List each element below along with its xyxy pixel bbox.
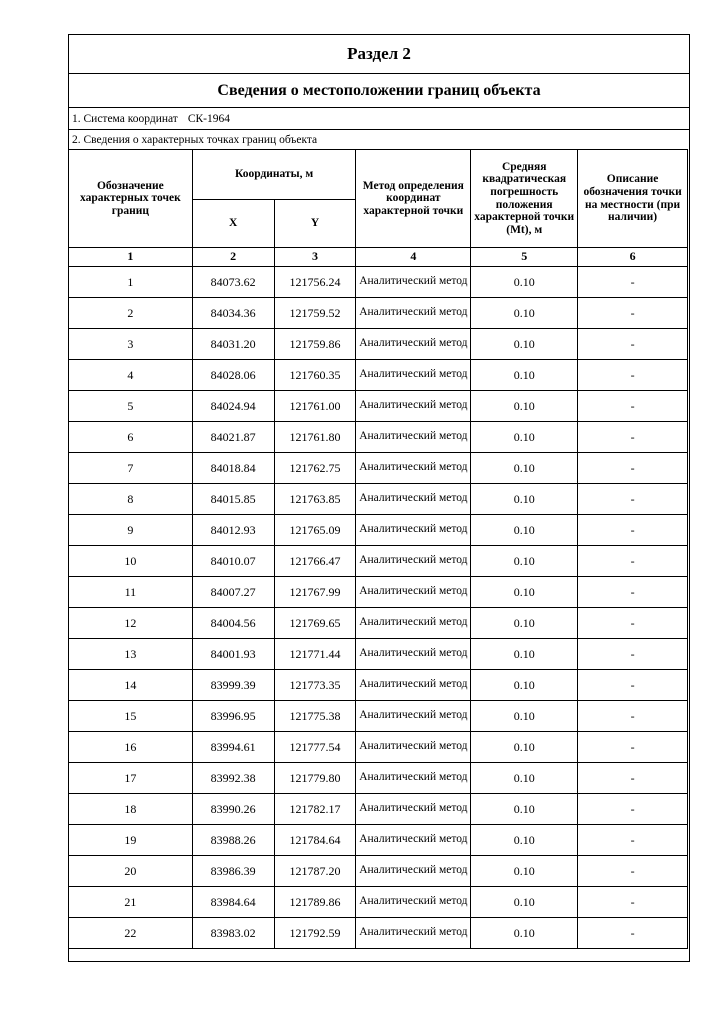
method-cell: Аналитический метод bbox=[356, 856, 471, 887]
method-cell: Аналитический метод bbox=[356, 267, 471, 298]
table-row bbox=[69, 763, 688, 794]
y-coordinate-cell: 121769.65 bbox=[274, 608, 356, 639]
table-row bbox=[69, 887, 688, 918]
table-row bbox=[69, 732, 688, 763]
x-coordinate-cell: 83988.26 bbox=[192, 825, 274, 856]
accuracy-cell: 0.10 bbox=[471, 794, 578, 825]
x-coordinate-cell: 84001.93 bbox=[192, 639, 274, 670]
header-designation: Обозначение характерных точек границ bbox=[69, 150, 193, 248]
description-cell: - bbox=[578, 639, 688, 670]
coordinate-system-label: 1. Система координат bbox=[72, 112, 178, 125]
y-coordinate-cell: 121756.24 bbox=[274, 267, 356, 298]
method-cell: Аналитический метод bbox=[356, 453, 471, 484]
description-cell: - bbox=[578, 298, 688, 329]
accuracy-cell: 0.10 bbox=[471, 453, 578, 484]
accuracy-cell: 0.10 bbox=[471, 639, 578, 670]
x-coordinate-cell: 83999.39 bbox=[192, 670, 274, 701]
y-coordinate-cell: 121777.54 bbox=[274, 732, 356, 763]
table-row bbox=[69, 825, 688, 856]
method-cell: Аналитический метод bbox=[356, 577, 471, 608]
point-number-cell: 22 bbox=[69, 918, 193, 949]
point-number-cell: 2 bbox=[69, 298, 193, 329]
description-cell: - bbox=[578, 794, 688, 825]
accuracy-cell: 0.10 bbox=[471, 298, 578, 329]
point-number-cell: 14 bbox=[69, 670, 193, 701]
method-cell: Аналитический метод bbox=[356, 763, 471, 794]
header-x: X bbox=[192, 200, 274, 248]
accuracy-cell: 0.10 bbox=[471, 484, 578, 515]
header-y: Y bbox=[274, 200, 356, 248]
point-number-cell: 16 bbox=[69, 732, 193, 763]
point-number-cell: 18 bbox=[69, 794, 193, 825]
point-number-cell: 9 bbox=[69, 515, 193, 546]
y-coordinate-cell: 121779.80 bbox=[274, 763, 356, 794]
point-number-cell: 8 bbox=[69, 484, 193, 515]
description-cell: - bbox=[578, 453, 688, 484]
method-cell: Аналитический метод bbox=[356, 701, 471, 732]
y-coordinate-cell: 121789.86 bbox=[274, 887, 356, 918]
table-row bbox=[69, 608, 688, 639]
x-coordinate-cell: 83996.95 bbox=[192, 701, 274, 732]
section-title: Раздел 2 bbox=[69, 35, 689, 74]
x-coordinate-cell: 84034.36 bbox=[192, 298, 274, 329]
table-row bbox=[69, 546, 688, 577]
description-cell: - bbox=[578, 422, 688, 453]
description-cell: - bbox=[578, 546, 688, 577]
column-number: 4 bbox=[356, 248, 471, 267]
y-coordinate-cell: 121782.17 bbox=[274, 794, 356, 825]
x-coordinate-cell: 84004.56 bbox=[192, 608, 274, 639]
x-coordinate-cell: 83983.02 bbox=[192, 918, 274, 949]
table-row bbox=[69, 453, 688, 484]
point-number-cell: 11 bbox=[69, 577, 193, 608]
accuracy-cell: 0.10 bbox=[471, 918, 578, 949]
table-row bbox=[69, 577, 688, 608]
x-coordinate-cell: 84028.06 bbox=[192, 360, 274, 391]
accuracy-cell: 0.10 bbox=[471, 391, 578, 422]
description-cell: - bbox=[578, 484, 688, 515]
x-coordinate-cell: 83994.61 bbox=[192, 732, 274, 763]
x-coordinate-cell: 83986.39 bbox=[192, 856, 274, 887]
x-coordinate-cell: 84010.07 bbox=[192, 546, 274, 577]
description-cell: - bbox=[578, 887, 688, 918]
header-coordinates: Координаты, м bbox=[192, 150, 356, 200]
x-coordinate-cell: 83990.26 bbox=[192, 794, 274, 825]
point-number-cell: 17 bbox=[69, 763, 193, 794]
y-coordinate-cell: 121762.75 bbox=[274, 453, 356, 484]
header-description: Описание обозначения точки на местности (при наличии) bbox=[578, 150, 688, 248]
method-cell: Аналитический метод bbox=[356, 298, 471, 329]
x-coordinate-cell: 84024.94 bbox=[192, 391, 274, 422]
point-number-cell: 19 bbox=[69, 825, 193, 856]
description-cell: - bbox=[578, 701, 688, 732]
description-cell: - bbox=[578, 763, 688, 794]
x-coordinate-cell: 84007.27 bbox=[192, 577, 274, 608]
point-number-cell: 15 bbox=[69, 701, 193, 732]
point-number-cell: 10 bbox=[69, 546, 193, 577]
accuracy-cell: 0.10 bbox=[471, 856, 578, 887]
method-cell: Аналитический метод bbox=[356, 670, 471, 701]
accuracy-cell: 0.10 bbox=[471, 701, 578, 732]
table-row bbox=[69, 639, 688, 670]
y-coordinate-cell: 121792.59 bbox=[274, 918, 356, 949]
method-cell: Аналитический метод bbox=[356, 887, 471, 918]
document-frame bbox=[68, 34, 690, 962]
point-number-cell: 13 bbox=[69, 639, 193, 670]
table-row bbox=[69, 267, 688, 298]
point-number-cell: 3 bbox=[69, 329, 193, 360]
x-coordinate-cell: 83984.64 bbox=[192, 887, 274, 918]
method-cell: Аналитический метод bbox=[356, 794, 471, 825]
coordinate-system-value: СК-1964 bbox=[187, 112, 231, 125]
column-number: 3 bbox=[274, 248, 356, 267]
point-number-cell: 6 bbox=[69, 422, 193, 453]
x-coordinate-cell: 84018.84 bbox=[192, 453, 274, 484]
points-caption: 2. Сведения о характерных точках границ объекта bbox=[72, 133, 318, 146]
header-accuracy: Средняя квадратическая погрешность положения характерной точки (Mt), м bbox=[471, 150, 578, 248]
x-coordinate-cell: 84021.87 bbox=[192, 422, 274, 453]
table-row bbox=[69, 422, 688, 453]
accuracy-cell: 0.10 bbox=[471, 887, 578, 918]
accuracy-cell: 0.10 bbox=[471, 763, 578, 794]
accuracy-cell: 0.10 bbox=[471, 732, 578, 763]
point-number-cell: 20 bbox=[69, 856, 193, 887]
point-number-cell: 4 bbox=[69, 360, 193, 391]
table-row bbox=[69, 391, 688, 422]
method-cell: Аналитический метод bbox=[356, 484, 471, 515]
method-cell: Аналитический метод bbox=[356, 329, 471, 360]
point-number-cell: 21 bbox=[69, 887, 193, 918]
section-subtitle: Сведения о местоположении границ объекта bbox=[69, 74, 689, 108]
method-cell: Аналитический метод bbox=[356, 515, 471, 546]
table-row bbox=[69, 329, 688, 360]
table-row bbox=[69, 484, 688, 515]
y-coordinate-cell: 121760.35 bbox=[274, 360, 356, 391]
point-number-cell: 1 bbox=[69, 267, 193, 298]
method-cell: Аналитический метод bbox=[356, 918, 471, 949]
coordinate-system-line bbox=[69, 108, 689, 130]
method-cell: Аналитический метод bbox=[356, 639, 471, 670]
method-cell: Аналитический метод bbox=[356, 391, 471, 422]
method-cell: Аналитический метод bbox=[356, 608, 471, 639]
description-cell: - bbox=[578, 391, 688, 422]
accuracy-cell: 0.10 bbox=[471, 670, 578, 701]
y-coordinate-cell: 121761.80 bbox=[274, 422, 356, 453]
description-cell: - bbox=[578, 856, 688, 887]
description-cell: - bbox=[578, 515, 688, 546]
accuracy-cell: 0.10 bbox=[471, 608, 578, 639]
accuracy-cell: 0.10 bbox=[471, 329, 578, 360]
method-cell: Аналитический метод bbox=[356, 732, 471, 763]
accuracy-cell: 0.10 bbox=[471, 515, 578, 546]
y-coordinate-cell: 121759.52 bbox=[274, 298, 356, 329]
x-coordinate-cell: 84015.85 bbox=[192, 484, 274, 515]
description-cell: - bbox=[578, 267, 688, 298]
table-row bbox=[69, 515, 688, 546]
accuracy-cell: 0.10 bbox=[471, 360, 578, 391]
method-cell: Аналитический метод bbox=[356, 825, 471, 856]
accuracy-cell: 0.10 bbox=[471, 825, 578, 856]
table-row bbox=[69, 360, 688, 391]
y-coordinate-cell: 121773.35 bbox=[274, 670, 356, 701]
x-coordinate-cell: 84031.20 bbox=[192, 329, 274, 360]
y-coordinate-cell: 121767.99 bbox=[274, 577, 356, 608]
y-coordinate-cell: 121759.86 bbox=[274, 329, 356, 360]
description-cell: - bbox=[578, 329, 688, 360]
accuracy-cell: 0.10 bbox=[471, 546, 578, 577]
description-cell: - bbox=[578, 577, 688, 608]
point-number-cell: 7 bbox=[69, 453, 193, 484]
x-coordinate-cell: 83992.38 bbox=[192, 763, 274, 794]
column-number: 1 bbox=[69, 248, 193, 267]
y-coordinate-cell: 121771.44 bbox=[274, 639, 356, 670]
x-coordinate-cell: 84073.62 bbox=[192, 267, 274, 298]
description-cell: - bbox=[578, 670, 688, 701]
column-number: 5 bbox=[471, 248, 578, 267]
table-row bbox=[69, 701, 688, 732]
y-coordinate-cell: 121784.64 bbox=[274, 825, 356, 856]
x-coordinate-cell: 84012.93 bbox=[192, 515, 274, 546]
point-number-cell: 12 bbox=[69, 608, 193, 639]
table-row bbox=[69, 794, 688, 825]
accuracy-cell: 0.10 bbox=[471, 577, 578, 608]
description-cell: - bbox=[578, 732, 688, 763]
column-number: 2 bbox=[192, 248, 274, 267]
table-row bbox=[69, 670, 688, 701]
accuracy-cell: 0.10 bbox=[471, 267, 578, 298]
accuracy-cell: 0.10 bbox=[471, 422, 578, 453]
y-coordinate-cell: 121763.85 bbox=[274, 484, 356, 515]
table-row bbox=[69, 298, 688, 329]
description-cell: - bbox=[578, 825, 688, 856]
y-coordinate-cell: 121761.00 bbox=[274, 391, 356, 422]
description-cell: - bbox=[578, 608, 688, 639]
y-coordinate-cell: 121787.20 bbox=[274, 856, 356, 887]
method-cell: Аналитический метод bbox=[356, 360, 471, 391]
boundary-points-table bbox=[68, 149, 688, 949]
description-cell: - bbox=[578, 918, 688, 949]
table-row bbox=[69, 856, 688, 887]
table-body bbox=[69, 267, 688, 949]
y-coordinate-cell: 121766.47 bbox=[274, 546, 356, 577]
point-number-cell: 5 bbox=[69, 391, 193, 422]
y-coordinate-cell: 121775.38 bbox=[274, 701, 356, 732]
y-coordinate-cell: 121765.09 bbox=[274, 515, 356, 546]
header-method: Метод определения координат характерной точки bbox=[356, 150, 471, 248]
method-cell: Аналитический метод bbox=[356, 546, 471, 577]
column-number: 6 bbox=[578, 248, 688, 267]
table-row bbox=[69, 918, 688, 949]
description-cell: - bbox=[578, 360, 688, 391]
method-cell: Аналитический метод bbox=[356, 422, 471, 453]
